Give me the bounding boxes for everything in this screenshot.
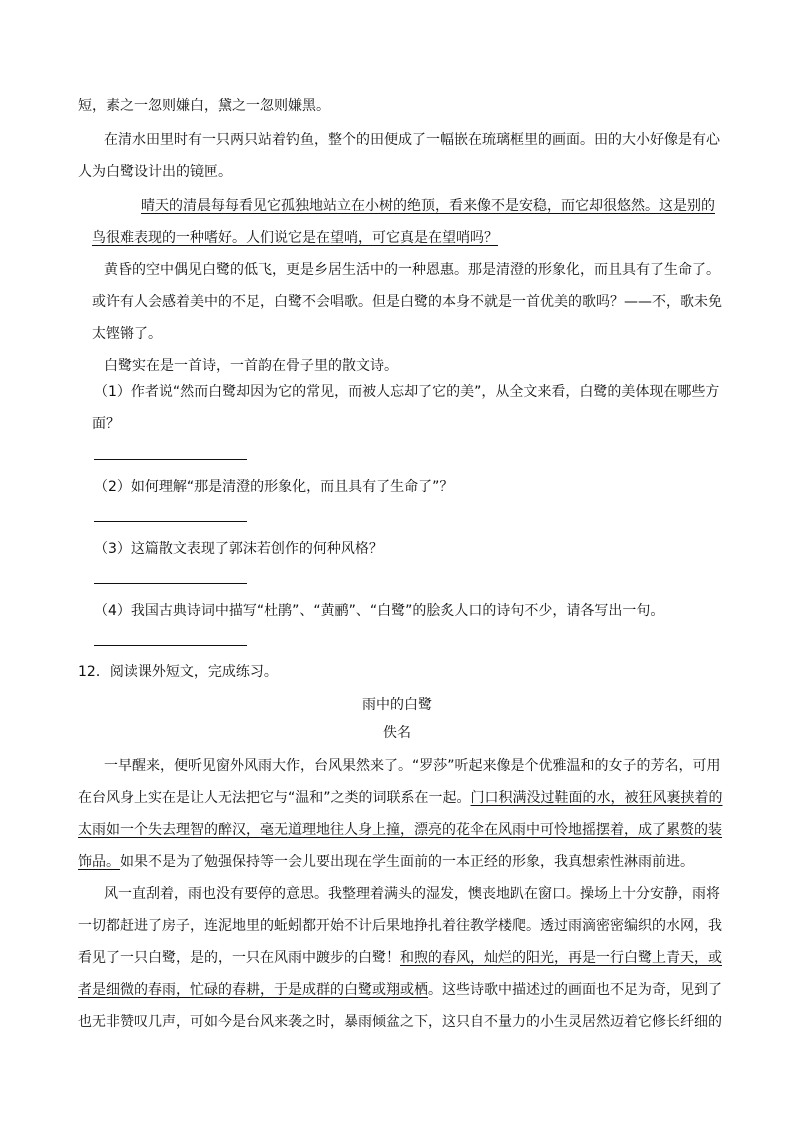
answer-blank-3[interactable] xyxy=(94,583,247,584)
text-line xyxy=(78,788,723,808)
text-span: 看见了一只白鹭，是的，一只在风雨中踱步的白鹭！ xyxy=(78,950,400,966)
text-line: 也无非赞叹几声，可如今是台风来袭之时，暴雨倾盆之下，这只自不量力的小生灵居然迈着它修长纤细的 xyxy=(78,1014,722,1030)
text-line: 黄昏的空中偶见白鹭的低飞，更是乡居生活中的一种恩惠。那是清澄的形象化，而且具有了生命了。 xyxy=(104,262,720,278)
question-4: （4）我国古典诗词中描写“杜鹃”、“黄鹂”、“白鹭”的脍炙人口的诗句不少，请各写出一句。 xyxy=(94,603,665,619)
text-line xyxy=(78,852,694,872)
text-line: 一切都赶进了房子，连泥地里的蚯蚓都开始不计后果地挣扎着往教学楼爬。透过雨滴密密编织的水网，我 xyxy=(78,918,722,934)
answer-blank-4[interactable] xyxy=(94,645,247,646)
underlined-text-span: 门口积满没过鞋面的水，被狂风裹挟着的 xyxy=(470,790,723,806)
underlined-text-span: 饰品。 xyxy=(78,854,120,870)
question-3: （3）这篇散文表现了郭沫若创作的何种风格？ xyxy=(94,541,383,557)
underlined-text-span: 和煦的春风，灿烂的阳光，再是一行白鹭上青天，或 xyxy=(400,950,722,966)
section-heading: 12．阅读课外短文，完成练习。 xyxy=(78,664,278,680)
text-line: 白鹭实在是一首诗，一首韵在骨子里的散文诗。 xyxy=(104,358,398,374)
text-line xyxy=(78,948,722,968)
question-2: （2）如何理解“那是清澄的形象化，而且具有了生命了”？ xyxy=(94,479,454,495)
text-line: 在清水田里时有一只两只站着钓鱼，整个的田便成了一幅嵌在琉璃框里的画面。田的大小好像是有心 xyxy=(104,132,720,148)
text-span: 在台风身上实在是让人无法把它与“温和”之类的词联系在一起。 xyxy=(78,790,471,806)
underlined-text-line xyxy=(92,196,715,216)
text-line: 或许有人会感着美中的不足，白鹭不会唱歌。但是白鹭的本身不就是一首优美的歌吗？——不，歌未免 xyxy=(92,294,722,310)
article-title: 雨中的白鹭 xyxy=(362,697,432,713)
text-line: 一早醒来，便听见窗外风雨大作，台风果然来了。“罗莎”听起来像是个优雅温和的女子的芳名，可用 xyxy=(104,758,721,774)
text-span: 如果不是为了勉强保持等一会儿要出现在学生面前的一本正经的形象，我真想索性淋雨前进。 xyxy=(120,854,694,870)
question-1: （1）作者说“然而白鹭却因为它的常见，而被人忘却了它的美”，从全文来看，白鹭的美体现在哪些方 xyxy=(94,384,720,400)
text-line: 人为白鹭设计出的镜匣。 xyxy=(78,164,232,180)
text-line: 短，素之一忽则嫌白，黛之一忽则嫌黑。 xyxy=(78,98,330,114)
answer-blank-1[interactable] xyxy=(94,459,247,460)
text-line: 风一直刮着，雨也没有要停的意思。我整理着满头的湿发，懊丧地趴在窗口。操场上十分安静，雨将 xyxy=(104,886,720,902)
text-line xyxy=(78,980,722,1000)
answer-blank-2[interactable] xyxy=(94,521,247,522)
text-span: 。这些诗歌中描述过的画面也不足为奇，见到了 xyxy=(428,982,722,998)
text-span: 晴天的清晨每每看见它孤独地站立在小树的绝顶，看来像不是安稳，而它却很悠然。这是别的 xyxy=(141,198,715,214)
underlined-text-span: 者是细微的春雨，忙碌的春耕，于是成群的白鹭或翔或栖 xyxy=(78,982,428,998)
underlined-text-line: 太雨如一个失去理智的醉汉，毫无道理地往人身上撞，漂亮的花伞在风雨中可怜地摇摆着，成了累赘的装 xyxy=(78,822,722,838)
text-line: 面？ xyxy=(92,416,120,432)
text-line: 太铿锵了。 xyxy=(92,326,162,342)
article-author: 佚名 xyxy=(383,725,411,741)
underlined-text-line: 鸟很难表现的一种嗜好。人们说它是在望哨，可它真是在望哨吗？ xyxy=(92,230,498,246)
